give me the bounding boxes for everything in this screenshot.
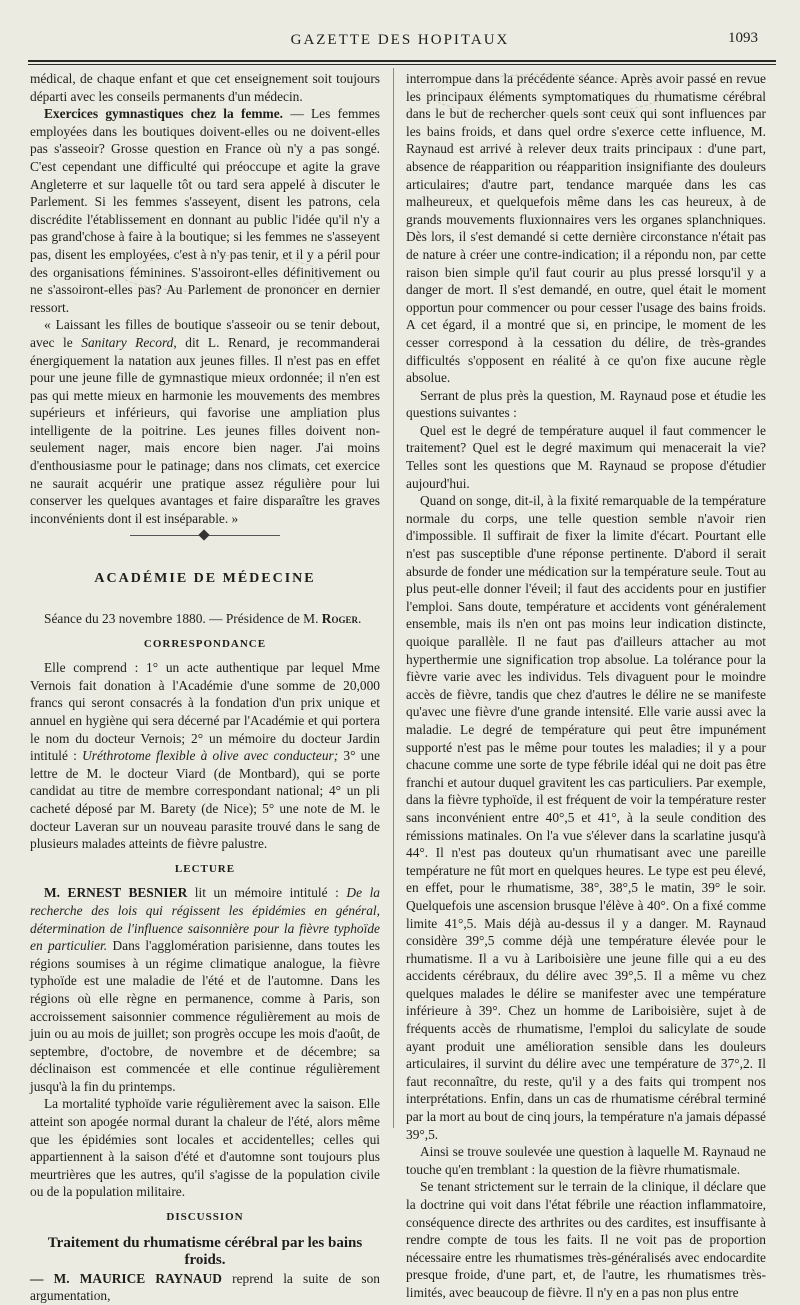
section-label-exercices: Exercices gymnastiques chez la femme. (44, 106, 284, 122)
paragraph-correspondance (30, 659, 380, 853)
page-header (0, 28, 800, 58)
paragraph-serrant: Serrant de plus près la question, M. Raynaud pose et étudie les questions suivantes : (406, 387, 766, 421)
natation-text-b: , dit L. Renard, je recommanderai énergiquement la natation aux jeunes filles. Il n'est pas en effet pour une jeune fille de gymnastique mieux ordonnée; il n'en est pas qui mette mieux en harmonie les mouvements des membres supérieurs et inférieurs, qui favorise une ampliation plus intelligente de la poitrine. Les jeunes filles doivent non-seulement nager, mais encore bien nager. J'ai moins d'enthousiasme pour le patinage; dans nos climats, cet exercice ne saurait acquérir une pratique assez régulière pour lui conserver les quelques avantages et faire disparaître les graves inconvénients dont il est inséparable. » (30, 334, 380, 526)
paragraph-enseignement: médical, de chaque enfant et que cet enseignement soit toujours départi avec les conseils permanents d'un médecin. (30, 71, 380, 104)
journal-name: Sanitary Record (81, 334, 174, 350)
exercices-text: — Les femmes employées dans les boutiques doivent-elles ou ne doivent-elles pas s'asseoir? Grosse question en France où n'y a pas songé. C'est cependant une difficulté qui préoccupe et agite la grave Angleterre et sur laquelle tôt ou tard sera appelé à discuter le Parlement. Si les femmes s'asseyent, disent les patrons, cela discrédite l'établissement en donnant au public l'idée qu'il n'y a pas grand'chose à faire à la boutique; si les femmes ne s'asseyent pas, disent les employées, c'est à n'y pas tenir, et il y a péril pour des organisations féminines. S'assoiront-elles définitivement ou ne s'assoiront-elles pas? Au Parlement de prononcer en dernier ressort. (30, 106, 381, 315)
right-column (406, 70, 766, 1302)
subheading-correspondance: CORRESPONDANCE (143, 637, 267, 650)
seance-line: Séance du 23 novembre 1880. — Présidence de M. Roger. (44, 611, 362, 627)
seance-text: Séance du 23 novembre 1880. — Présidence de M. (44, 611, 322, 627)
corr-text-a: Elle comprend : 1° un acte authentique par lequel Mme Vernois fait donation à l'Académie d'une somme de 20,000 francs qui seront consacrés à la fondation d'un prix unique et annuel en hygiène qui sera décerné par l'Académie et qui portera le nom du docteur Vernois; 2° un mémoire du docteur Jardin intitulé : (30, 660, 380, 764)
paragraph-discussion-start (30, 1270, 380, 1305)
page-number: 1093 (728, 30, 758, 46)
discussion-author: — M. MAURICE RAYNAUD (30, 1270, 222, 1286)
discussion-text: reprend la suite de son argumentation, (30, 1270, 380, 1304)
lecture-text-b: Dans l'agglomération parisienne, dans toutes les régions soumises à un régime climatique analogue, la fièvre typhoïde est une maladie de l'été et de l'automne. Dans les régions où elle règne en permanence, comme à Paris, son accroissement saisonnier commence régulièrement au mois de juin ou au mois de juillet; son progrès occupe les mois d'août, de septembre, d'octobre, de novembre et de décembre; sa déclinaison est commencée et elle continue régulièrement jusqu'à la fin du printemps. (30, 938, 380, 1094)
subheading-lecture: LECTURE (174, 862, 236, 875)
section-heading-academie: ACADÉMIE DE MÉDECINE (94, 571, 316, 587)
paragraph-lecture (30, 884, 380, 1095)
paragraph-interrompue: interrompue dans la précédente séance. Après avoir passé en revue les principaux éléments symptomatiques du rhumatisme cérébral dans le but de rechercher quels sont ceux qui sont influences par les bains froids, et dans quel ordre s'exerce cette influence, M. Raynaud est arrivé à relever deux traits principaux : d'une part, absence de réapparition ou réapparition insignifiante des douleurs articulaires; d'autre part, tendance marquée dans les cas malheureux, et quelquefois même dans les cas heureux, à de grands mouvements fluxionnaires vers les organes splanchniques. Dès lors, il s'est demandé si cette dernière circonstance n'était pas de nature à créer une contre-indication; il a répondu non, par cette raison bien simple qu'il faut courir au plus pressé lorsqu'il y a danger de mort. Il s'est demandé, en outre, quel était le moment opportun pour commencer ou pour cesser l'usage des bains froids. A cet égard, il a montré que si, en principe, le moment de les cesser correspond à la cessation du délire, de très-grandes difficultés s'opposent en réalité à ce qu'on fixe aucune règle absolue. (406, 71, 766, 386)
lecture-title: De la recherche des lois qui régissent les épidémies en général, détermination de l'influence saisonnière pour la fièvre typhoïde en particulier. (30, 885, 380, 954)
president-name: Roger (321, 611, 358, 627)
memoir-title: Uréthrotome flexible à olive avec conducteur; (82, 748, 339, 764)
paragraph-temperature: Quand on songe, dit-il, à la fixité remarquable de la température normale du corps, une telle question semble n'avoir rien d'impossible. Il suffirait de fixer la limite d'écart. Pourtant elle n'est pas susceptible d'une réponse pertinente. D'abord il serait absurde de fonder une médication sur la température seule. Tout au plus peut-elle donner l'éveil; il faut des accidents pour en justifier l'emploi. Sans doute, température et accidents vont généralement ensemble, mais ils n'en ont pas moins leur indication distincte, quoique parallèle. Il ne faut pas d'ailleurs attacher au mot hyperthermie une signification trop absolue. La tolérance pour la fièvre varie avec les individus. Tels divaguent pour le moindre accès de fièvre, tandis que chez d'autres le délire ne se manifeste qu'avec une fièvre d'une grande intensité. Elle varie aussi avec la maladie. Le degré de température qui peut être impunément supporté n'est pas le même pour toutes les maladies; il y a pour chacune comme une sorte de type fébrile idéal qui ne doit pas être franchi et autour duquel gravitent les cas particuliers. Par exemple, dans la fièvre typhoïde, il est fréquent de voir la température rester sans inconvénient entre 40°,5 et 41°, à la seule condition des rémissions matinales. On l'a vue s'élever dans la scarlatine jusqu'à 44°. Il n'est pas douteux qu'un rhumatisant avec une pareille température ne fût mort en quelques heures. Le type est peu élevé, en effet, pour le rhumatisme, 38°, 38°,5 le matin, 39° le soir. Quelquefois une ascension brusque l'élève à 40°. On a fixé comme limite 41°,5. Mais déjà au-dessus il y a danger. M. Raynaud considère 39°,5 comme déjà une température élevée pour le rhumatisme. Il a vu à Lariboisière une jeune fille qui a eu des accidents cérébraux, du délire avec 39°,5. Il a même vu chez quelques malades le délire se manifester avec une température inférieure à 39°. Chez un homme de Lariboisière, sujet à de fréquents accès de rhumatisme, l'emploi du salicylate de soude ayant produit une amélioration sensible dans les douleurs articulaires, il survint du délire avec une température de 37°,2. Il faut reconnaître, du reste, qu'il y a des faits qui trompent nos interprétations. Enfin, dans un cas de rhumatisme cérébral terminé par la mort au bout de cinq jours, la température n'a jamais dépassé 39°,5. (406, 493, 766, 1142)
section-separator (130, 535, 280, 544)
lecture-author: M. ERNEST BESNIER (44, 885, 188, 901)
corr-text-b: 3° une lettre de M. le docteur Viard (de Montbard), qui se porte candidat au titre de membre correspondant national; 4° un pli cacheté déposé par M. Barety (de Nice); 5° une note de M. le docteur Laveran sur un nouveau parasite trouvé dans le sang de plusieurs malades atteints de fièvre palustre. (30, 748, 380, 852)
subheading-discussion: DISCUSSION (166, 1211, 244, 1224)
header-rule (28, 60, 776, 65)
left-column (30, 70, 380, 1305)
lecture-text-a: lit un mémoire intitulé : (187, 885, 347, 901)
paragraph-fievre-rhumatismale: Ainsi se trouve soulevée une question à laquelle M. Raynaud ne touche qu'en tremblant : la question de la fièvre rhumatismale. (406, 1144, 766, 1177)
separator-ornament (198, 530, 209, 541)
paragraph-doctrine: Se tenant strictement sur le terrain de la clinique, il déclare que la doctrine qui voit dans l'état fébrile une réaction inflammatoire, conséquence directe des arthrites ou des cardites, est insuffisante à rendre compte de tous les faits. Il ne voit pas de proportion nécessaire entre les rhumatismes très-généralisés avec endocardite presque froide, d'une part, et, de l'autre, les rhumatismes très-limités, avec beaucoup de fièvre. Il n'y en a pas non plus entre (406, 1179, 766, 1300)
publication-title: GAZETTE DES HOPITAUX (290, 32, 510, 48)
paragraph-questions: Quel est le degré de température auquel il faut commencer le traitement? Quel est le degré maximum qui menacerait la vie? Telles sont les questions que M. Raynaud se propose d'étudier aujourd'hui. (406, 422, 766, 491)
natation-text-a: « Laissant les filles de boutique s'asseoir ou se tenir debout, avec le (30, 317, 380, 350)
paragraph-mortalite: La mortalité typhoïde varie régulièrement avec la saison. Elle atteint son apogée normal durant la chaleur de l'été, alors même que les épidémies sont locales et accidentelles; celles qui appartiennent à la saison d'été et d'automne sont toujours plus meurtrières que les autres, qu'il s'agisse de la population civile ou de la population militaire. (30, 1096, 380, 1200)
column-divider (393, 68, 394, 1128)
paragraph-exercices (30, 105, 380, 316)
paragraph-natation (30, 316, 380, 527)
discussion-title: Traitement du rhumatisme cérébral par les bains froids. (47, 1234, 363, 1269)
